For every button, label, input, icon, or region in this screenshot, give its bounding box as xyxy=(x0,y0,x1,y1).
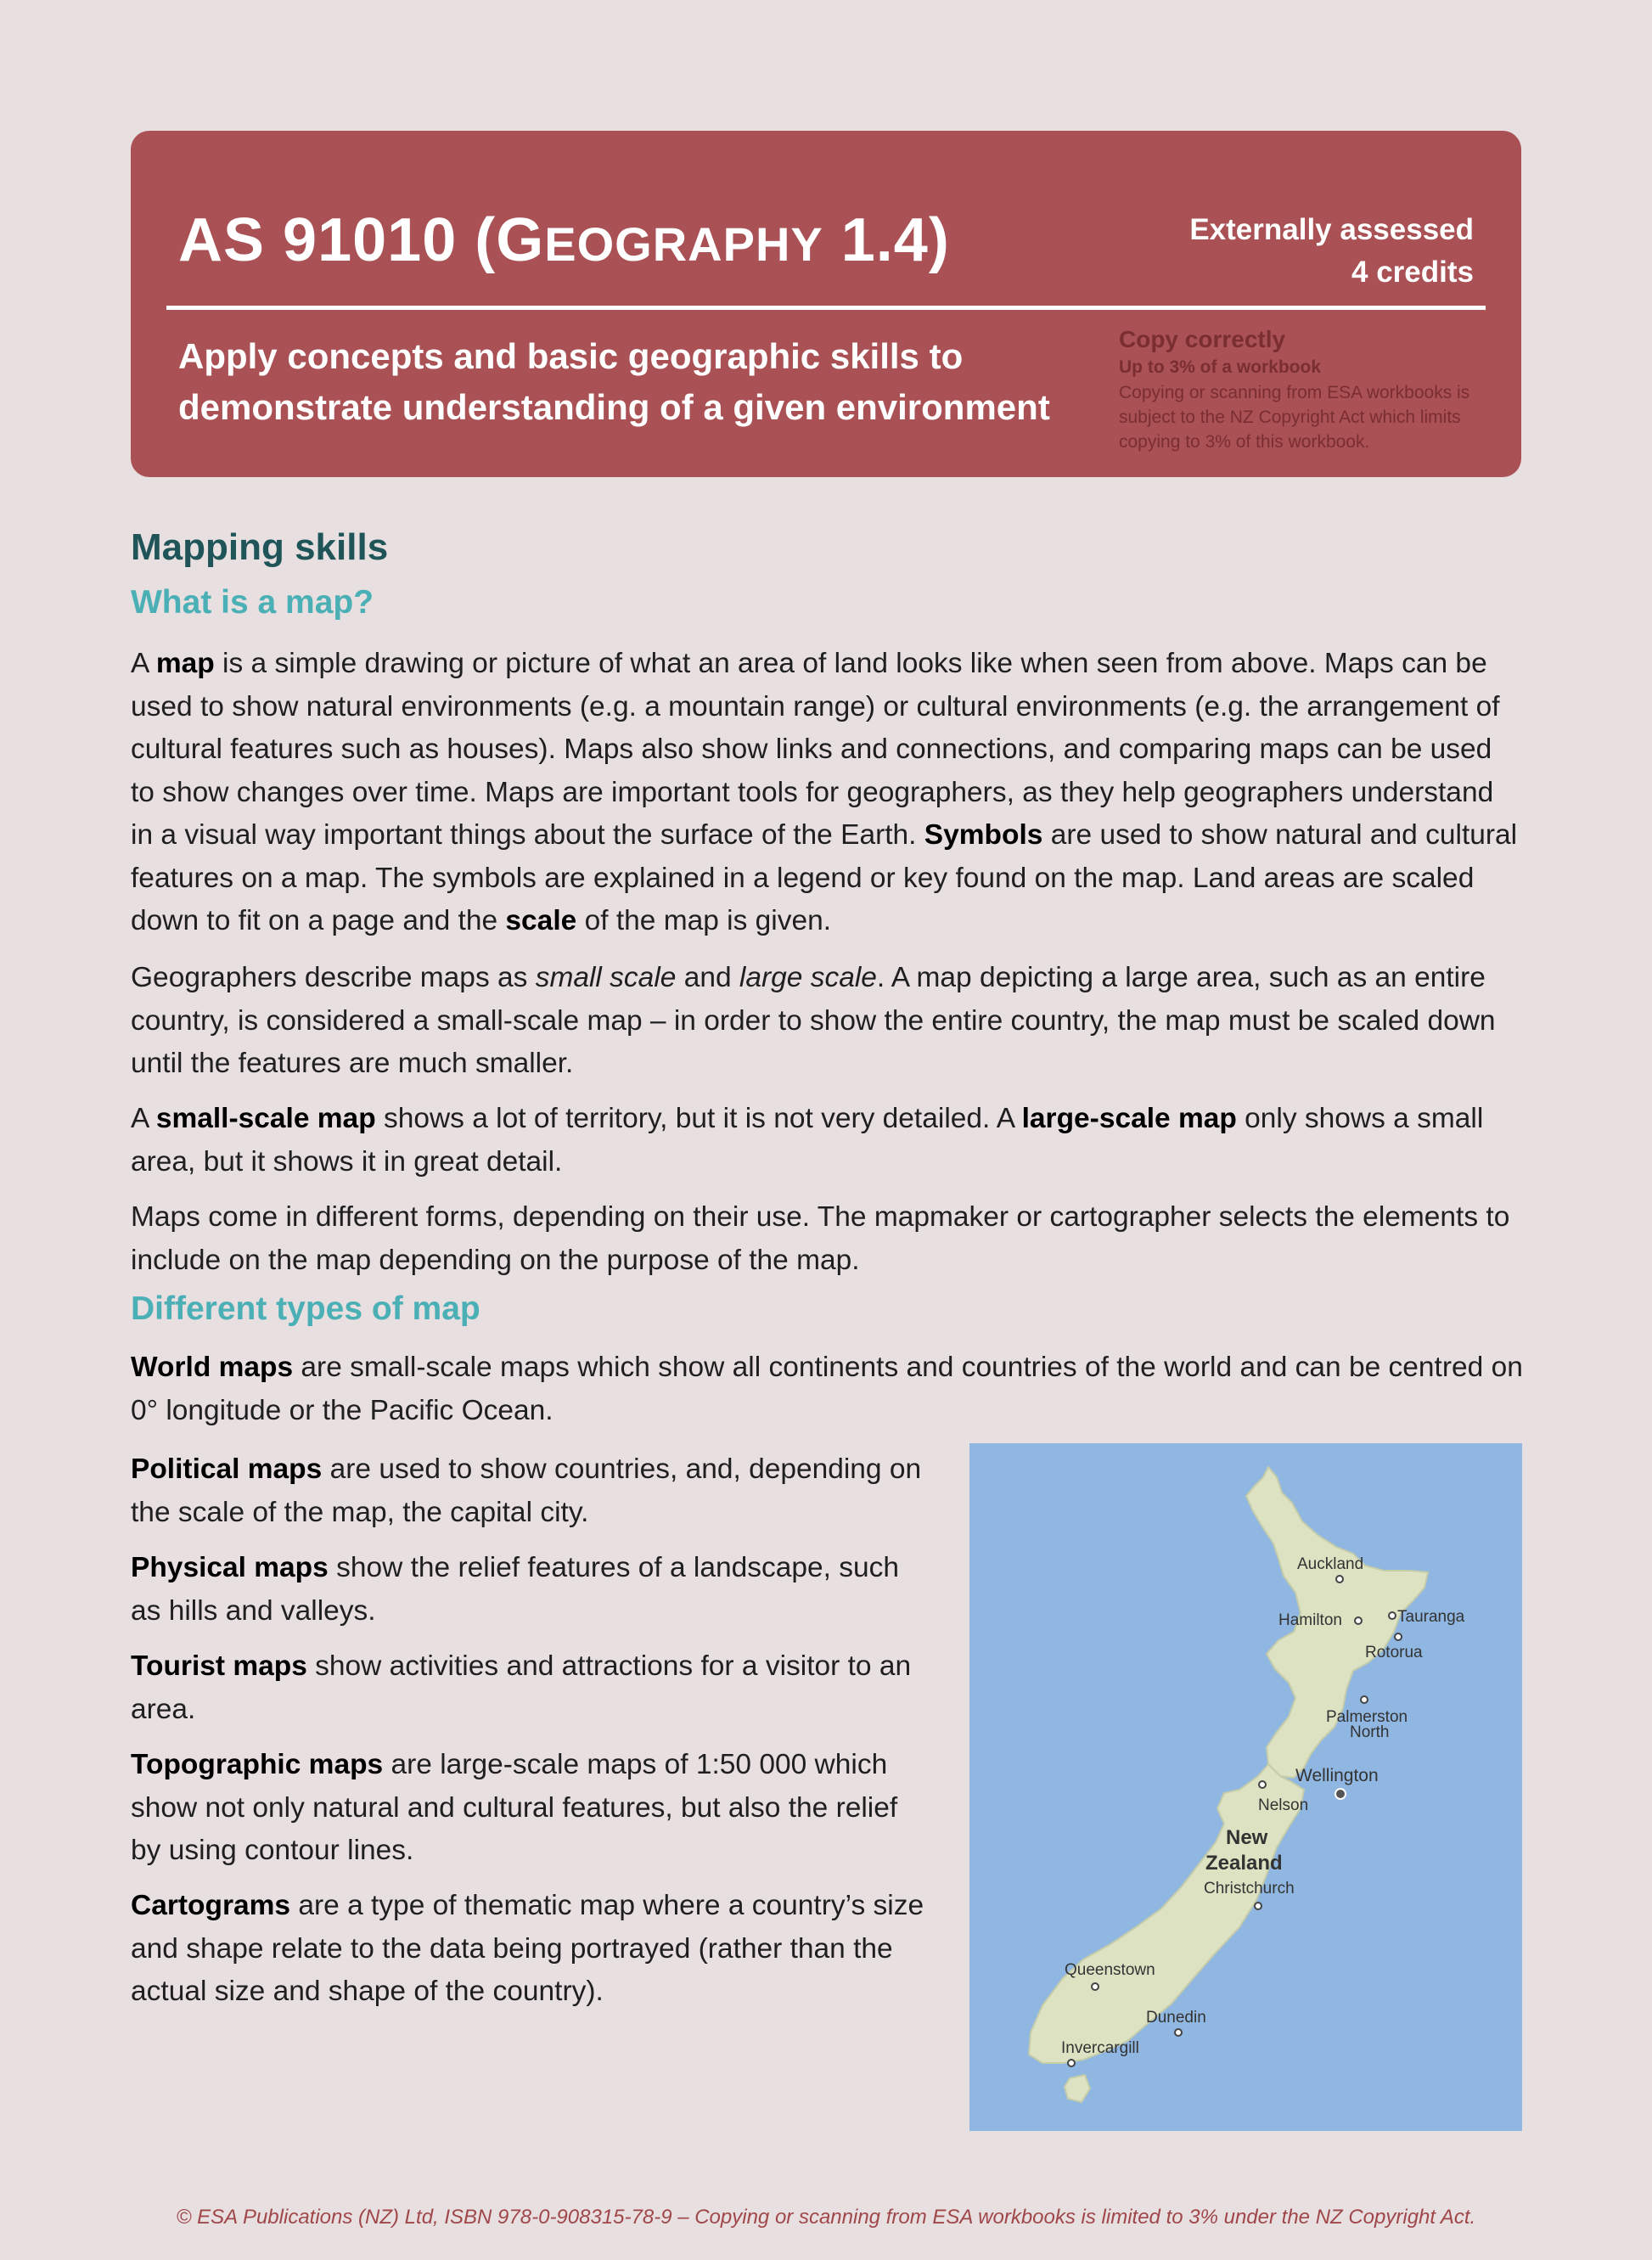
wellington-dot xyxy=(1335,1789,1346,1799)
palmerston-north-dot xyxy=(1361,1696,1368,1703)
map-svg xyxy=(969,1443,1522,2131)
dunedin-dot xyxy=(1175,2029,1182,2036)
paragraph-political-maps: Political maps are used to show countries, and, depending on the scale of the map, the capital city. xyxy=(131,1453,922,1528)
banner-divider xyxy=(166,306,1486,310)
page-footer: © ESA Publications (NZ) Ltd, ISBN 978-0-908315-78-9 – Copying or scanning from ESA workbooks is limited to 3% under the NZ Copyright Act. xyxy=(176,2206,1476,2229)
tauranga-dot xyxy=(1389,1612,1396,1619)
label-christchurch: Christchurch xyxy=(1204,1880,1295,1897)
paragraph-world-maps: World maps are small-scale maps which show all continents and countries of the world and can be centred on 0° longitude or the Pacific Ocean. xyxy=(131,1352,1523,1426)
label-wellington: Wellington xyxy=(1295,1766,1379,1785)
paragraph-tourist-maps: Tourist maps show activities and attractions for a visitor to an area. xyxy=(131,1650,912,1725)
label-rotorua: Rotorua xyxy=(1365,1644,1423,1661)
paragraph-small-large-scale: A small-scale map shows a lot of territory, but it is not very detailed. A large-scale map only shows a small area, but it shows it in great detail. xyxy=(131,1103,1484,1178)
copyright-notice: Copy correctly Up to 3% of a workbook Copying or scanning from ESA workbooks is subject to the NZ Copyright Act which limits copying to 3% of this workbook. xyxy=(1119,326,1470,452)
subheading-what-is-map: What is a map? xyxy=(131,584,374,621)
auckland-dot xyxy=(1336,1576,1343,1583)
label-zealand: Zealand xyxy=(1205,1852,1283,1875)
christchurch-dot xyxy=(1255,1903,1261,1909)
label-tauranga: Tauranga xyxy=(1397,1608,1465,1626)
label-dunedin: Dunedin xyxy=(1146,2009,1206,2027)
nelson-dot xyxy=(1259,1781,1266,1788)
label-north: North xyxy=(1350,1723,1390,1741)
paragraph-cartograms: Cartograms are a type of thematic map where a country’s size and shape relate to the data being portrayed (rather than the actual size and shape of the country). xyxy=(131,1890,924,2007)
standard-subtitle: Apply concepts and basic geographic skills to demonstrate understanding of a given environment xyxy=(178,336,1050,427)
section-heading: Mapping skills xyxy=(131,526,389,568)
label-new: New xyxy=(1226,1826,1268,1849)
assessment-info: Externally assessed 4 credits xyxy=(1189,213,1474,289)
label-palmerston: Palmerston xyxy=(1326,1708,1408,1726)
rotorua-dot xyxy=(1395,1633,1402,1640)
hamilton-dot xyxy=(1355,1617,1362,1624)
standard-title: AS 91010 (GEOGRAPHY 1.4) xyxy=(178,206,950,274)
paragraph-scale: Geographers describe maps as small scale and large scale. A map depicting a large area, such as an entire country, is considered a small-scale map – in order to show the entire country, the map must be scaled down until the features are much smaller. xyxy=(131,962,1496,1079)
label-nelson: Nelson xyxy=(1258,1796,1309,1814)
label-auckland: Auckland xyxy=(1297,1555,1364,1573)
paragraph-topographic-maps: Topographic maps are large-scale maps of 1:50 000 which show not only natural and cultural features, but also the relief by using contour lines. xyxy=(131,1749,898,1866)
label-queenstown: Queenstown xyxy=(1065,1961,1155,1979)
new-zealand-map xyxy=(969,1443,1522,2131)
header-banner xyxy=(131,131,1521,477)
invercargill-dot xyxy=(1068,2060,1075,2066)
paragraph-map-definition: A map is a simple drawing or picture of what an area of land looks like when seen from above. Maps can be used to show natural environments (e.g. a mountain range) or cultural environments (e.g. the arrangement of cultural features such as houses). Maps also show links and connections, and comparing maps can be used to show changes over time. Maps are important tools for geographers, as they help geographers understand in a visual way important things about the surface of the Earth. Symbols are used to show natural and cultural features on a map. The symbols are explained in a legend or key found on the map. Land areas are scaled down to fit on a page and the scale of the map is given. xyxy=(131,648,1518,936)
label-hamilton: Hamilton xyxy=(1278,1611,1342,1629)
label-invercargill: Invercargill xyxy=(1061,2039,1139,2057)
paragraph-map-forms: Maps come in different forms, depending on their use. The mapmaker or cartographer selects the elements to include on the map depending on the purpose of the map. xyxy=(131,1201,1510,1276)
queenstown-dot xyxy=(1092,1983,1099,1990)
subheading-different-types: Different types of map xyxy=(131,1290,480,1327)
paragraph-physical-maps: Physical maps show the relief features of a landscape, such as hills and valleys. xyxy=(131,1552,900,1627)
